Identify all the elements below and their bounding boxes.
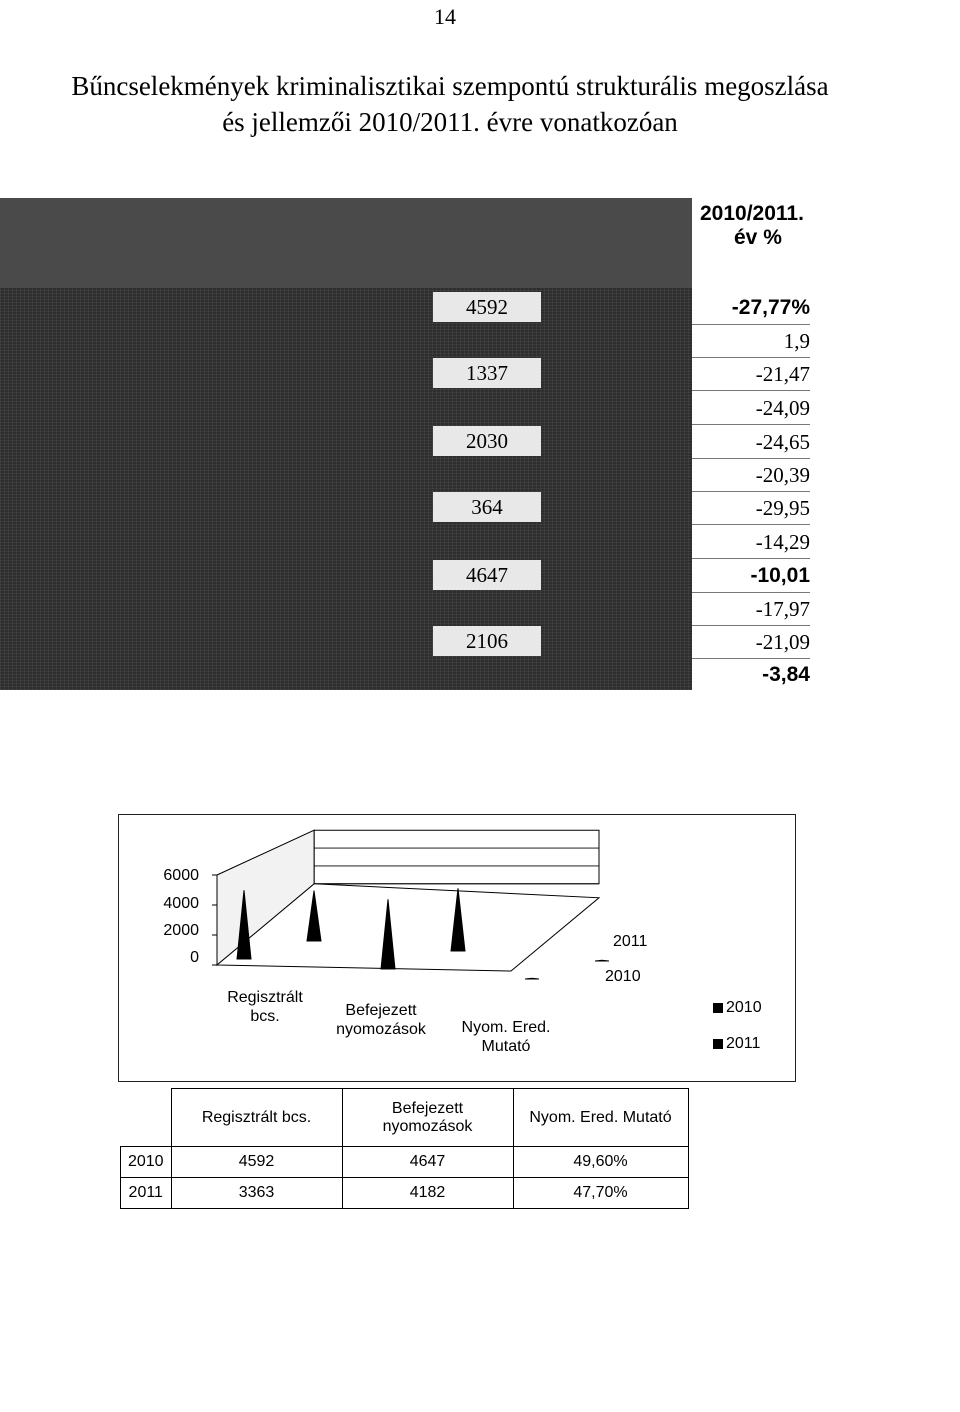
header-line: Regisztrált bcs.: [201, 1108, 312, 1126]
chart-data-table: [120, 1088, 689, 1209]
row-year: 2010: [121, 1147, 172, 1178]
category-label-line: Nyom. Ered.: [461, 1019, 551, 1036]
percent-cell: -29,95: [692, 492, 810, 525]
page-title: [10, 68, 890, 140]
chart-frame: [212, 830, 599, 971]
percent-cell: -10,01: [692, 560, 810, 593]
header-cell: [342, 1089, 513, 1147]
category-label-line: Regisztrált: [227, 989, 303, 1006]
value-cell: 2106: [433, 626, 541, 656]
cell: 3363: [171, 1178, 342, 1209]
cell: 4647: [342, 1147, 513, 1178]
depth-axis-label: 2010: [605, 968, 641, 985]
legend-swatch: [713, 1003, 723, 1013]
header-line: Befejezett: [391, 1099, 464, 1117]
statistics-table: [0, 198, 830, 690]
percent-cell: -24,65: [692, 426, 810, 459]
y-tick-label: 2000: [163, 922, 199, 939]
page-number: 14: [434, 4, 456, 29]
category-label: [451, 1018, 561, 1056]
header-cell: [513, 1089, 688, 1147]
column-header-line-2: év %: [734, 226, 782, 249]
legend-item-2011: [713, 1035, 760, 1053]
y-tick-label: 4000: [163, 895, 199, 912]
value-cell: 2030: [433, 426, 541, 456]
percent-cell: -21,47: [692, 358, 810, 391]
table-row: [121, 1147, 689, 1178]
y-tick-label: 6000: [163, 867, 199, 884]
percent-cell: -20,39: [692, 459, 810, 492]
column-header-change: [700, 202, 830, 250]
table-row: [121, 1178, 689, 1209]
bar-chart: [118, 814, 796, 1082]
value-cell: 4592: [433, 292, 541, 322]
title-line-1: Bűncselekmények kriminalisztikai szempontú strukturális megoszlása: [71, 71, 829, 101]
cell: 4592: [171, 1147, 342, 1178]
percent-cell: -24,09: [692, 392, 810, 425]
title-line-2: és jellemzői 2010/2011. évre vonatkozóan: [222, 107, 678, 137]
value-cell: 1337: [433, 358, 541, 388]
cell: 4182: [342, 1178, 513, 1209]
percent-cell: 1,9: [692, 325, 810, 358]
row-year: 2011: [121, 1178, 172, 1209]
percent-cell: -14,29: [692, 526, 810, 559]
header-line: nyomozások: [382, 1117, 473, 1135]
cell: 49,60%: [513, 1147, 688, 1178]
header-line: Nyom. Ered. Mutató: [529, 1108, 672, 1126]
column-header-line-1: 2010/2011.: [700, 202, 804, 225]
value-cell: 4647: [433, 560, 541, 590]
cell: 47,70%: [513, 1178, 688, 1209]
percent-cell: -3,84: [762, 663, 810, 686]
value-cell: 364: [433, 492, 541, 522]
percent-cell: -17,97: [692, 593, 810, 626]
legend-item-2010: [713, 999, 762, 1017]
table-header-band: [0, 198, 692, 288]
header-cell: [171, 1089, 342, 1147]
legend-label: 2011: [726, 1035, 761, 1052]
category-label-line: Mutató: [481, 1038, 531, 1055]
y-tick-label: 0: [190, 949, 199, 966]
bar-2010-2: [525, 978, 539, 979]
legend-label: 2010: [726, 999, 762, 1016]
bar-2011-2: [595, 960, 609, 961]
category-label: [321, 1001, 441, 1039]
percent-cell: -21,09: [692, 626, 810, 659]
category-label-line: nyomozások: [336, 1021, 426, 1038]
empty-corner-cell: [121, 1089, 172, 1147]
category-label-line: Befejezett: [345, 1002, 417, 1019]
depth-axis-label: 2011: [613, 933, 648, 950]
table-header-row: [121, 1089, 689, 1147]
percent-cell: -27,77%: [692, 292, 810, 325]
category-label-line: bcs.: [250, 1008, 280, 1025]
category-label: [215, 988, 315, 1026]
legend-swatch: [713, 1039, 723, 1049]
chart-back-wall: [314, 830, 599, 884]
